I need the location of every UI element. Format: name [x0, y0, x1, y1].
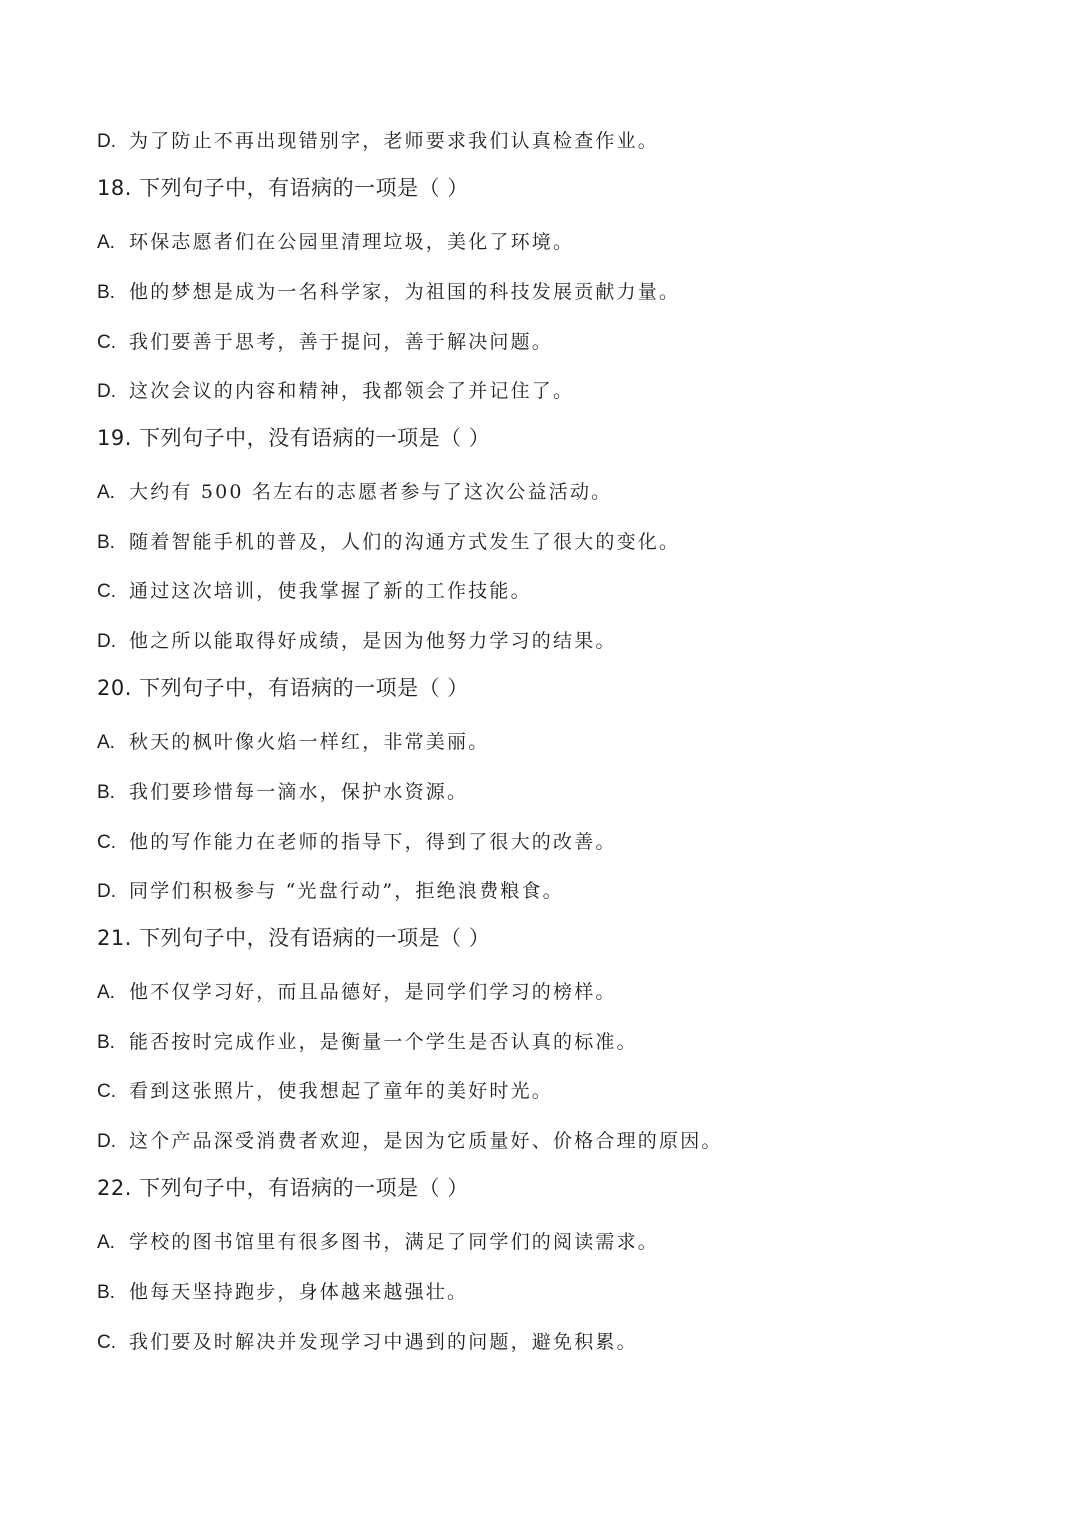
- option-letter: A.: [97, 232, 115, 253]
- option-letter: B.: [97, 1032, 115, 1053]
- option-text: 通过这次培训，使我掌握了新的工作技能。: [129, 580, 532, 602]
- option-text: 为了防止不再出现错别字，老师要求我们认真检查作业。: [129, 130, 660, 152]
- option-letter: C.: [97, 832, 116, 853]
- option-text: 我们要及时解决并发现学习中遇到的问题，避免积累。: [129, 1331, 638, 1353]
- option-letter: C.: [97, 1081, 116, 1102]
- option-letter: D.: [97, 381, 116, 402]
- option-text: 看到这张照片，使我想起了童年的美好时光。: [129, 1080, 554, 1102]
- answer-option: [97, 783, 468, 802]
- option-letter: D.: [97, 131, 116, 152]
- option-letter: D.: [97, 631, 116, 652]
- answer-option: [97, 382, 574, 401]
- option-text: 这个产品深受消费者欢迎，是因为它质量好、价格合理的原因。: [129, 1130, 723, 1152]
- answer-option: [97, 882, 564, 901]
- answer-option: [97, 1033, 638, 1052]
- option-text: 我们要善于思考，善于提问，善于解决问题。: [129, 331, 554, 353]
- question-heading: 18. 下列句子中，有语病的一项是（ ）: [97, 176, 469, 200]
- answer-option: [97, 632, 617, 651]
- option-text: 能否按时完成作业，是衡量一个学生是否认真的标准。: [129, 1031, 638, 1053]
- option-text: 同学们积极参与 “光盘行动”，拒绝浪费粮食。: [129, 880, 564, 902]
- option-text: 他每天坚持跑步，身体越来越强壮。: [129, 1281, 469, 1303]
- option-text: 秋天的枫叶像火焰一样红，非常美丽。: [129, 731, 490, 753]
- option-letter: A.: [97, 982, 115, 1003]
- question-heading: 21. 下列句子中，没有语病的一项是（ ）: [97, 926, 491, 950]
- answer-option: [97, 983, 617, 1002]
- option-letter: A.: [97, 732, 115, 753]
- answer-option: [97, 483, 612, 502]
- answer-option: [97, 132, 659, 151]
- option-letter: C.: [97, 1332, 116, 1353]
- option-text: 随着智能手机的普及，人们的沟通方式发生了很大的变化。: [129, 531, 681, 553]
- answer-option: [97, 1132, 723, 1151]
- option-letter: D.: [97, 1131, 116, 1152]
- option-letter: A.: [97, 482, 115, 503]
- option-text: 他之所以能取得好成绩，是因为他努力学习的结果。: [129, 630, 617, 652]
- option-text: 他的写作能力在老师的指导下，得到了很大的改善。: [129, 831, 617, 853]
- answer-option: [97, 1233, 659, 1252]
- question-heading: 19. 下列句子中，没有语病的一项是（ ）: [97, 426, 491, 450]
- answer-option: [97, 533, 680, 552]
- question-heading: 20. 下列句子中，有语病的一项是（ ）: [97, 676, 469, 700]
- answer-option: [97, 1082, 553, 1101]
- option-text: 学校的图书馆里有很多图书，满足了同学们的阅读需求。: [129, 1231, 660, 1253]
- option-letter: C.: [97, 332, 116, 353]
- option-text: 我们要珍惜每一滴水，保护水资源。: [129, 781, 469, 803]
- answer-option: [97, 833, 617, 852]
- option-letter: A.: [97, 1232, 115, 1253]
- option-text: 这次会议的内容和精神，我都领会了并记住了。: [129, 380, 575, 402]
- option-letter: C.: [97, 581, 116, 602]
- answer-option: [97, 733, 489, 752]
- option-letter: B.: [97, 532, 115, 553]
- answer-option: [97, 582, 532, 601]
- answer-option: [97, 233, 574, 252]
- option-letter: D.: [97, 881, 116, 902]
- option-text: 大约有 500 名左右的志愿者参与了这次公益活动。: [129, 481, 613, 503]
- option-letter: B.: [97, 782, 115, 803]
- answer-option: [97, 333, 553, 352]
- option-text: 他不仅学习好，而且品德好，是同学们学习的榜样。: [129, 981, 617, 1003]
- option-text: 环保志愿者们在公园里清理垃圾，美化了环境。: [129, 231, 575, 253]
- answer-option: [97, 1283, 468, 1302]
- question-heading: 22. 下列句子中，有语病的一项是（ ）: [97, 1176, 469, 1200]
- answer-option: [97, 1333, 638, 1352]
- answer-option: [97, 283, 680, 302]
- option-letter: B.: [97, 1282, 115, 1303]
- option-letter: B.: [97, 282, 115, 303]
- option-text: 他的梦想是成为一名科学家，为祖国的科技发展贡献力量。: [129, 281, 681, 303]
